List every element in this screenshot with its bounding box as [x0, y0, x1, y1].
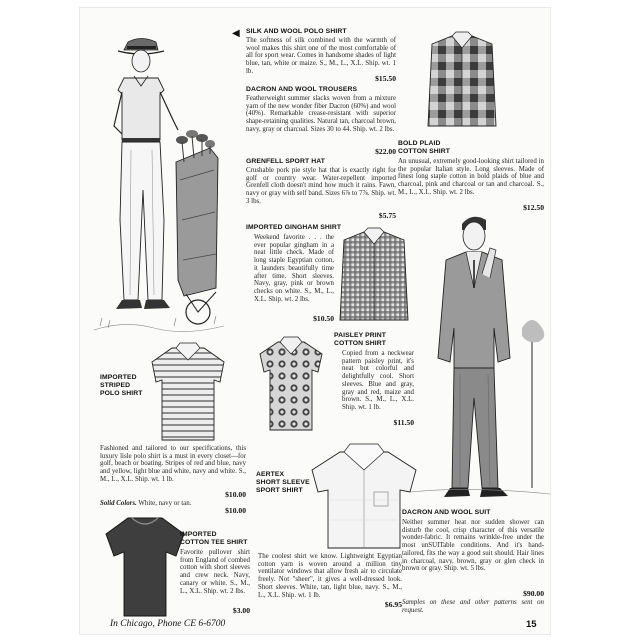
dacron-trousers-title: DACRON AND WOOL TROUSERS — [246, 86, 358, 93]
pointer-arrow-icon: ◀ — [232, 28, 240, 39]
paisley-title-2: COTTON SHIRT — [334, 340, 387, 347]
tee-title-1: IMPORTED — [180, 531, 217, 538]
dacron-trousers-desc: Featherweight summer slacks woven from a mixture yarn of the new wonder fiber Dacron (60%) and wool (40%). Remarkable crease-resistant with superior shape-retaining qualities. Natural tan, charcoal brown, navy, gray or charcoal. Sizes 30 to 44. Ship. wt. 2 lbs. — [246, 95, 396, 133]
grenfell-hat-desc: Crushable pork pie style hat that is exactly right for golf or country wear. Water-repellent imported Grenfell cloth doesn't mind how much it rains. Fawn, navy or gray with self band. Sizes 6⅞ to 7⅞. Ship. wt. 3 lbs. — [246, 167, 396, 205]
plaid-title-1: BOLD PLAID — [398, 140, 441, 147]
aertex-title-1: AERTEX — [256, 471, 285, 478]
paisley-title-1: PAISLEY PRINT — [334, 332, 387, 339]
striped-polo-title-3: POLO SHIRT — [100, 390, 143, 397]
suit-price: $90.00 — [523, 589, 544, 598]
aertex-title-2: SHORT SLEEVE — [256, 479, 310, 486]
aertex-title-3: SPORT SHIRT — [256, 487, 303, 494]
grenfell-hat-price: $5.75 — [378, 211, 396, 220]
grenfell-hat-title: GRENFELL SPORT HAT — [246, 158, 325, 165]
solid-colors-label: Solid Colors. — [100, 500, 137, 507]
suit-title: DACRON AND WOOL SUIT — [402, 509, 491, 516]
silk-polo-price: $15.50 — [375, 74, 396, 83]
tee-desc: Favorite pullover shirt from England of combed cotton with short sleeves and crew neck. Navy, canary or white. S., M., L., X.L. Ship. wt. 2 lbs. — [180, 549, 250, 595]
footer-phone: In Chicago, Phone CE 6-6700 — [110, 619, 226, 629]
aertex-desc: The coolest shirt we know. Lightweight Egyptian cotton yarn is woven around a million tiny ventilator windows that allow fresh air to circulate freely. Not "sheer", it gives a well-dressed look. Short sleeves. White, tan, light blue, navy. S., M., L., X.L. Ship. wt. 1 lb. — [258, 553, 402, 599]
gingham-shirt-illustration — [334, 226, 414, 324]
suit-note: Samples on these and other patterns sent on request. — [402, 599, 544, 614]
tee-shirt-illustration — [100, 508, 190, 620]
page-number: 15 — [526, 619, 537, 630]
gingham-price: $10.50 — [313, 314, 334, 323]
paisley-price: $11.50 — [393, 418, 414, 427]
solid-colors-price: $10.00 — [225, 506, 246, 515]
gingham-desc: Weekend favorite . . . the ever popular gingham in a neat little check. Made of long staple Egyptian cotton, it launders beautifully time after time. Short sleeves. Navy, gray, pink or brown checks on white. S., M., L., X.L. Ship. wt. 2 lbs. — [254, 234, 334, 303]
dacron-trousers-price: $22.00 — [375, 147, 396, 156]
striped-polo-price: $10.00 — [225, 490, 246, 499]
suit-man-illustration — [410, 208, 550, 504]
plaid-title-2: COTTON SHIRT — [398, 148, 451, 155]
tee-price: $3.00 — [232, 606, 250, 615]
striped-polo-desc: Fashioned and tailored to our specifications, this luxury lisle polo shirt is a must in every closet—for golf, beach or boating. Stripes of red and blue, navy and yellow, light blue and white, navy and white. S., M., L., X.L. Ship. wt. 1 lb. — [100, 445, 246, 483]
aertex-price: $6.95 — [384, 600, 402, 609]
paisley-desc: Copied from a neckwear pattern paisley print, it's neat but colorful and delightfully cool. Short sleeves. Blue and gray, gray and red, maize and brown. S., M., L., X.L. Ship. wt. 1 lb. — [342, 350, 414, 411]
suit-desc: Neither summer heat nor sudden shower can disturb the cool, crisp character of this versatile wonder-fabric. It remains wrinkle-free under the most unSUITable conditions. And it's hand-tailored, fits the way a good suit should. Hair lines in charcoal, navy, brown, gray or glen check in brown or gray. Ship. wt. 5 lbs. — [402, 519, 544, 573]
striped-polo-title-1: IMPORTED — [100, 374, 137, 381]
silk-polo-title: SILK AND WOOL POLO SHIRT — [246, 28, 347, 35]
silk-polo-desc: The softness of silk combined with the warmth of wool makes this shirt one of the most comfortable of all for sport wear. Comes in handsome shades of light blue, tan, white or maize. S., M., L., X.L. Ship. wt. 1 lb. — [246, 37, 396, 75]
gingham-title: IMPORTED GINGHAM SHIRT — [246, 224, 342, 231]
plaid-desc: An unusual, extremely good-looking shirt tailored in the popular Italian style. Long sleeves. Made of finest long staple cotton in bold plaids of blue and charcoal, pink and charcoal or tan and charcoal. S., M., L., X.L. Ship. wt. 2 lbs. — [398, 158, 544, 196]
paisley-shirt-illustration — [252, 334, 330, 434]
striped-polo-title-2: STRIPED — [100, 382, 131, 389]
golfer-illustration — [94, 30, 244, 350]
catalog-page — [80, 8, 550, 634]
solid-colors-text: White, navy or tan. — [138, 500, 192, 507]
plaid-shirt-illustration — [422, 30, 502, 132]
tee-title-2: COTTON TEE SHIRT — [180, 539, 248, 546]
plaid-price: $12.50 — [523, 203, 544, 212]
